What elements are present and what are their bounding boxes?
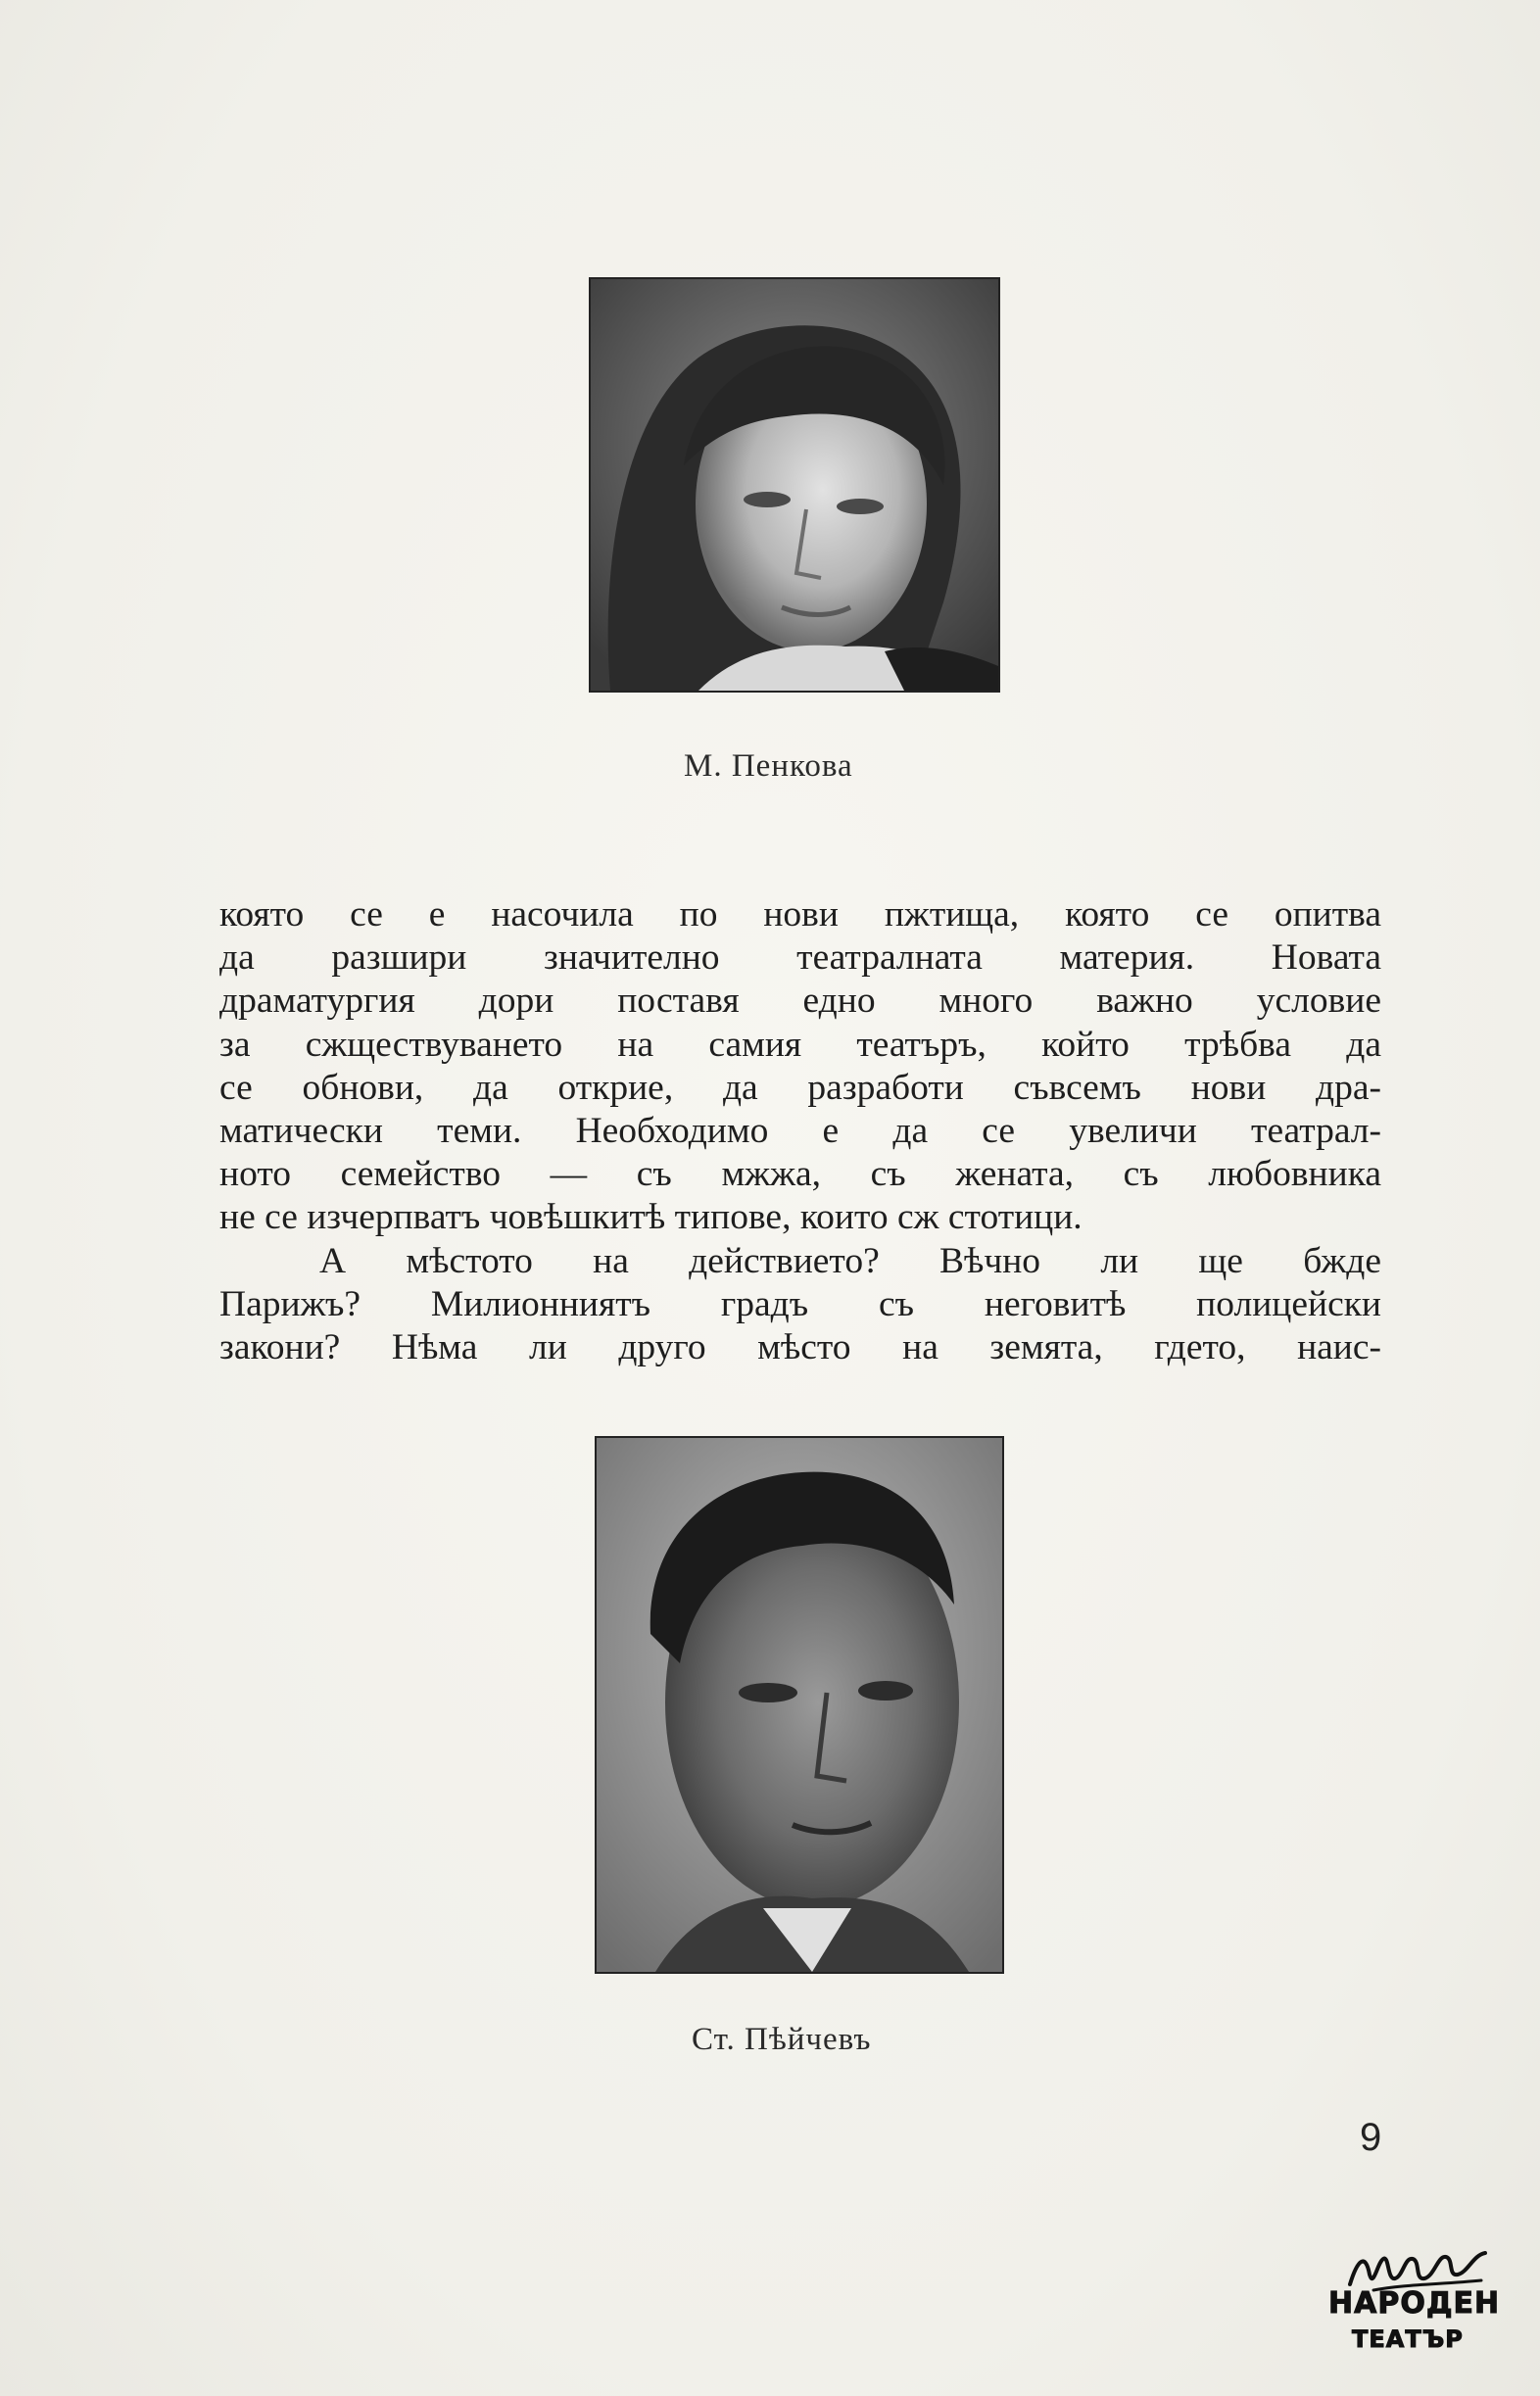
- text-line: не се изчерпватъ човѣшкитѣ типове, които сж стотици.: [219, 1197, 1083, 1238]
- photo-caption: Ст. Пѣйчевъ: [692, 2022, 872, 2057]
- text-line: ното семейство — съ мжжа, съ жената, съ любовника: [219, 1154, 1381, 1195]
- portrait-photo-peychev: [595, 1436, 1004, 1974]
- text-line: матически теми. Необходимо е да се увеличи театрал-: [219, 1110, 1381, 1151]
- text-line: А мѣстото на действието? Вѣчно ли ще бжде: [319, 1240, 1381, 1281]
- theatre-stamp: [1323, 2245, 1501, 2363]
- text-line: да разшири значително театралната материя. Новата: [219, 937, 1381, 979]
- text-line: се обнови, да открие, да разработи съвсемъ нови дра-: [219, 1067, 1381, 1108]
- page-number: 9: [1360, 2116, 1382, 2159]
- stamp-line2: ТЕАТЪР: [1352, 2325, 1464, 2353]
- portrait-photo-icon: [597, 1438, 1002, 1972]
- article-body: [219, 893, 1381, 1369]
- text-line: драматургия дори поставя едно много важно условие: [219, 981, 1381, 1022]
- portrait-photo-icon: [591, 279, 998, 691]
- text-line: закони? Нѣма ли друго мѣсто на земята, гдето, наис-: [219, 1326, 1381, 1367]
- text-line: за сжществуването на самия театъръ, който трѣбва да: [219, 1024, 1381, 1065]
- photo-caption: М. Пенкова: [684, 748, 853, 784]
- stamp-line1: НАРОДЕН: [1328, 2286, 1501, 2321]
- text-line: която се е насочила по нови пжтища, която се опитва: [219, 894, 1381, 934]
- text-line: Парижъ? Милионниятъ градъ съ неговитѣ полицейски: [219, 1283, 1381, 1324]
- portrait-photo-penkova: [589, 277, 1000, 693]
